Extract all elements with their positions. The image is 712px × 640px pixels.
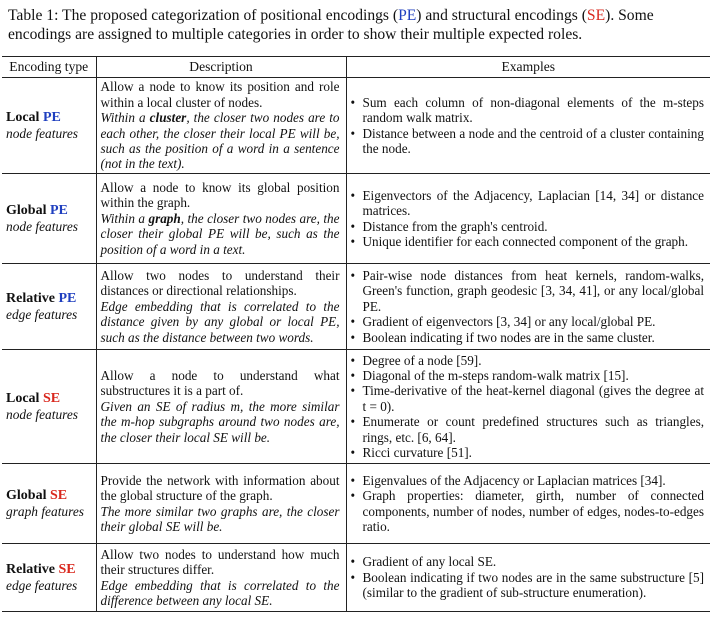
description-cell (96, 350, 346, 464)
description-italic-a: Edge embedding that is correlated to the distance given by any global or local PE, such as the distance between two words. (100, 298, 340, 345)
description-text: Provide the network with information about the global structure of the graph. (100, 472, 340, 504)
example-item: • Ricci curvature [51]. (349, 445, 705, 460)
table-row (2, 78, 710, 174)
examples-list (349, 95, 705, 157)
encoding-type-cell (2, 264, 96, 350)
encoding-type-cell (2, 544, 96, 612)
encoding-type-word: Relative (6, 291, 55, 306)
description-italic (101, 110, 340, 172)
encoding-type-acronym: PE (49, 203, 68, 218)
example-item: • Distance from the graph's centroid. (349, 219, 705, 234)
description-cell (96, 78, 346, 174)
description-italic-b: , the closer two nodes are to each other, the closer their local PE will be, such as the position of a word in a sentence (not in the text). (100, 110, 340, 172)
description-text: Allow two nodes to understand their distances or directional relationships. (100, 267, 340, 299)
examples-list (349, 353, 705, 461)
example-item: • Time-derivative of the heat-kernel diagonal (gives the degree at t = 0). (349, 383, 705, 414)
description-text: Allow a node to know its position and role within a local cluster of nodes. (100, 79, 340, 110)
description-italic-a: Within a (100, 210, 149, 226)
encoding-type-acronym: PE (42, 110, 61, 125)
header-examples: Examples (346, 57, 710, 78)
encoding-type-cell (2, 464, 96, 544)
description-italic (101, 399, 340, 445)
caption-text-3: ). Some encodings are assigned to multiple categories in order to show their multiple expected roles. (8, 7, 654, 43)
example-item: • Diagonal of the m-steps random-walk matrix [15]. (349, 368, 705, 383)
description-italic-a: The more similar two graphs are, the closer their global SE will be. (100, 503, 340, 534)
encoding-type-name (6, 488, 96, 504)
table-body (2, 78, 710, 612)
examples-cell (346, 174, 710, 264)
example-item: • Degree of a node [59]. (349, 353, 705, 368)
example-item: • Pair-wise node distances from heat kernels, random-walks, Green's function, graph geodesic [3, 34, 41], or any local/global PE. (349, 268, 705, 314)
table-row (2, 264, 710, 350)
encoding-feature-kind: edge features (6, 578, 78, 593)
examples-list (349, 188, 705, 250)
examples-cell (346, 544, 710, 612)
encoding-table (2, 56, 710, 612)
examples-list (349, 473, 705, 535)
example-item: • Graph properties: diameter, girth, number of connected components, number of nodes, number of edges, nodes-to-edges ratio. (349, 488, 705, 534)
description-text: Allow a node to know its global position within the graph. (100, 179, 340, 211)
table-caption (8, 6, 708, 44)
description-text: Allow two nodes to understand how much their structures differ. (100, 546, 340, 578)
encoding-feature-kind: node features (6, 407, 79, 422)
encoding-type-word: Local (6, 110, 40, 125)
encoding-type-word: Local (6, 391, 40, 406)
example-item: • Eigenvalues of the Adjacency or Laplacian matrices [34]. (349, 473, 705, 488)
example-item: • Unique identifier for each connected component of the graph. (349, 234, 705, 249)
encoding-type-acronym: PE (58, 291, 77, 306)
encoding-type-acronym: SE (49, 488, 68, 503)
examples-list (349, 554, 705, 600)
example-item: • Boolean indicating if two nodes are in the same cluster. (349, 330, 705, 345)
caption-se: SE (586, 7, 606, 24)
examples-cell (346, 78, 710, 174)
encoding-type-word: Relative (6, 562, 55, 577)
encoding-feature-kind: node features (6, 126, 79, 141)
example-item: • Sum each column of non-diagonal elements of the m-steps random walk matrix. (349, 95, 705, 126)
encoding-feature-kind: edge features (6, 307, 78, 322)
encoding-type-acronym: SE (58, 562, 76, 577)
table-row (2, 464, 710, 544)
header-encoding-type: Encoding type (2, 57, 96, 78)
example-item: • Enumerate or count predefined structures such as triangles, rings, etc. [6, 64]. (349, 414, 705, 445)
example-item: • Boolean indicating if two nodes are in the same substructure [5] (similar to the gradient of sub-structure enumeration). (349, 570, 705, 601)
description-bold: graph (148, 210, 181, 226)
examples-cell (346, 464, 710, 544)
description-cell (96, 174, 346, 264)
encoding-type-name (6, 203, 96, 219)
description-text: Allow a node to understand what substructures it is a part of. (100, 367, 340, 399)
description-italic (101, 211, 340, 257)
encoding-type-word: Global (6, 203, 47, 218)
table-row (2, 350, 710, 464)
encoding-type-word: Global (6, 488, 47, 503)
description-italic-a: Within a (100, 110, 150, 126)
description-cell (96, 264, 346, 350)
example-item: • Gradient of any local SE. (349, 554, 705, 569)
example-item: • Gradient of eigenvectors [3, 34] or any local/global PE. (349, 314, 705, 329)
example-item: • Eigenvectors of the Adjacency, Laplacian [14, 34] or distance matrices. (349, 188, 705, 219)
description-italic-b: , the closer two nodes are, the closer their global PE will be, such as the position of a word in a text. (100, 210, 340, 257)
encoding-type-cell (2, 174, 96, 264)
description-italic (101, 504, 340, 535)
encoding-feature-kind: node features (6, 219, 79, 234)
examples-cell (346, 350, 710, 464)
encoding-type-cell (2, 78, 96, 174)
caption-text-1: Table 1: The proposed categorization of positional encodings ( (8, 7, 399, 24)
description-bold: cluster (149, 110, 187, 126)
examples-list (349, 268, 705, 345)
description-cell (96, 544, 346, 612)
example-item: • Distance between a node and the centroid of a cluster containing the node. (349, 126, 705, 157)
caption-pe: PE (398, 7, 417, 24)
encoding-type-cell (2, 350, 96, 464)
table-row (2, 174, 710, 264)
encoding-type-name (6, 110, 96, 126)
examples-cell (346, 264, 710, 350)
encoding-type-acronym: SE (42, 391, 61, 406)
encoding-type-name (6, 562, 96, 578)
description-italic (101, 578, 340, 609)
description-italic-a: Given an SE of radius m, the more similar the m-hop subgraphs around two nodes are, the closer their local SE will be. (100, 398, 340, 445)
description-cell (96, 464, 346, 544)
encoding-type-name (6, 391, 96, 407)
header-description: Description (96, 57, 346, 78)
table-header-row (2, 57, 710, 78)
description-italic (101, 299, 340, 345)
table-row (2, 544, 710, 612)
description-italic-a: Edge embedding that is correlated to the difference between any local SE. (100, 577, 340, 608)
encoding-type-name (6, 291, 96, 307)
encoding-feature-kind: graph features (6, 504, 84, 519)
caption-text-2: ) and structural encodings ( (416, 7, 587, 24)
